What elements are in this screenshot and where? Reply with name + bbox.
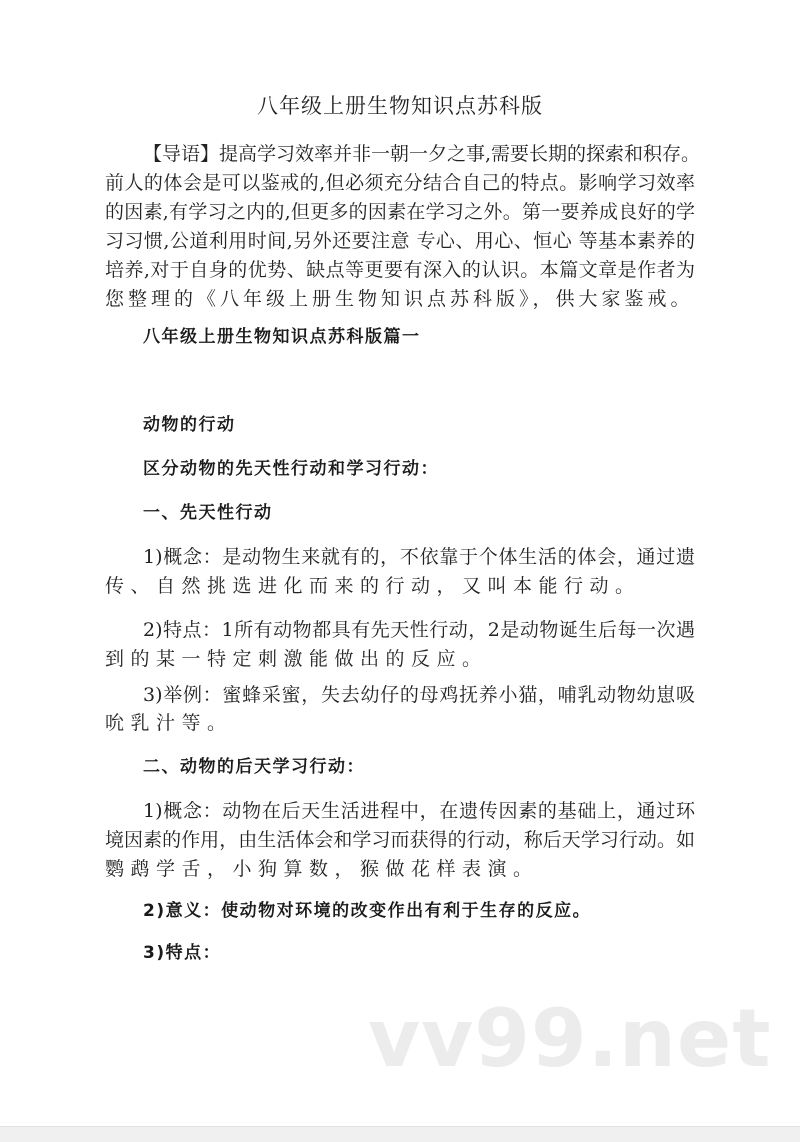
text-line: 3)举例：蜜蜂采蜜，失去幼仔的母鸡抚养小猫，哺乳动物幼崽吸 (143, 684, 695, 706)
document-title: 八年级上册生物知识点苏科版 (257, 94, 543, 118)
text-line: 1)概念：是动物生来就有的，不依靠于个体生活的体会，通过遗 (143, 546, 695, 568)
text-line: 1)概念：动物在后天生活进程中，在遗传因素的基础上，通过环 (143, 800, 695, 822)
text-line: 吮乳汁等。 (105, 712, 233, 734)
text-line: 境因素的作用，由生活体会和学习而获得的行动，称后天学习行动。如 (105, 829, 695, 851)
text-line: 您整理的《八年级上册生物知识点苏科版》，供大家鉴戒。 (105, 288, 694, 310)
text-line: 培养,对于自身的优势、缺点等更要有深入的认识。本篇文章是作者为 (105, 259, 695, 281)
page-bottom-edge (0, 1126, 800, 1142)
text-line: 传、自然挑选进化而来的行动，又叫本能行动。 (105, 575, 641, 597)
part2-heading: 二、动物的后天学习行动： (143, 757, 365, 777)
part1-heading: 一、先天性行动 (143, 503, 273, 523)
text-line: 的因素,有学习之内的,但更多的因素在学习之外。第一要养成良好的学 (105, 201, 695, 223)
text-line: 【导语】提高学习效率并非一朝一夕之事,需要长期的探索和积存。 (143, 143, 701, 165)
part2-significance: 2)意义：使动物对环境的改变作出有利于生存的反应。 (143, 901, 592, 921)
text-line: 习习惯,公道利用时间,另外还要注意 专心、用心、恒心 等基本素养的 (105, 230, 695, 252)
section-title: 八年级上册生物知识点苏科版篇一 (143, 327, 421, 347)
topic-heading: 动物的行动 (143, 415, 236, 435)
text-line: 2)特点：1所有动物都具有先天性行动，2是动物诞生后每一次遇 (143, 619, 695, 641)
part2-features: 3)特点： (143, 943, 222, 963)
text-line: 鹦鹉学舌，小狗算数，猴做花样表演。 (105, 858, 539, 880)
watermark: vv99.net (368, 992, 772, 1085)
subtopic-heading: 区分动物的先天性行动和学习行动： (143, 459, 439, 479)
text-line: 前人的体会是可以鉴戒的,但必须充分结合自己的特点。影响学习效率 (105, 172, 695, 194)
text-line: 到的某一特定刺激能做出的反应。 (105, 648, 488, 670)
